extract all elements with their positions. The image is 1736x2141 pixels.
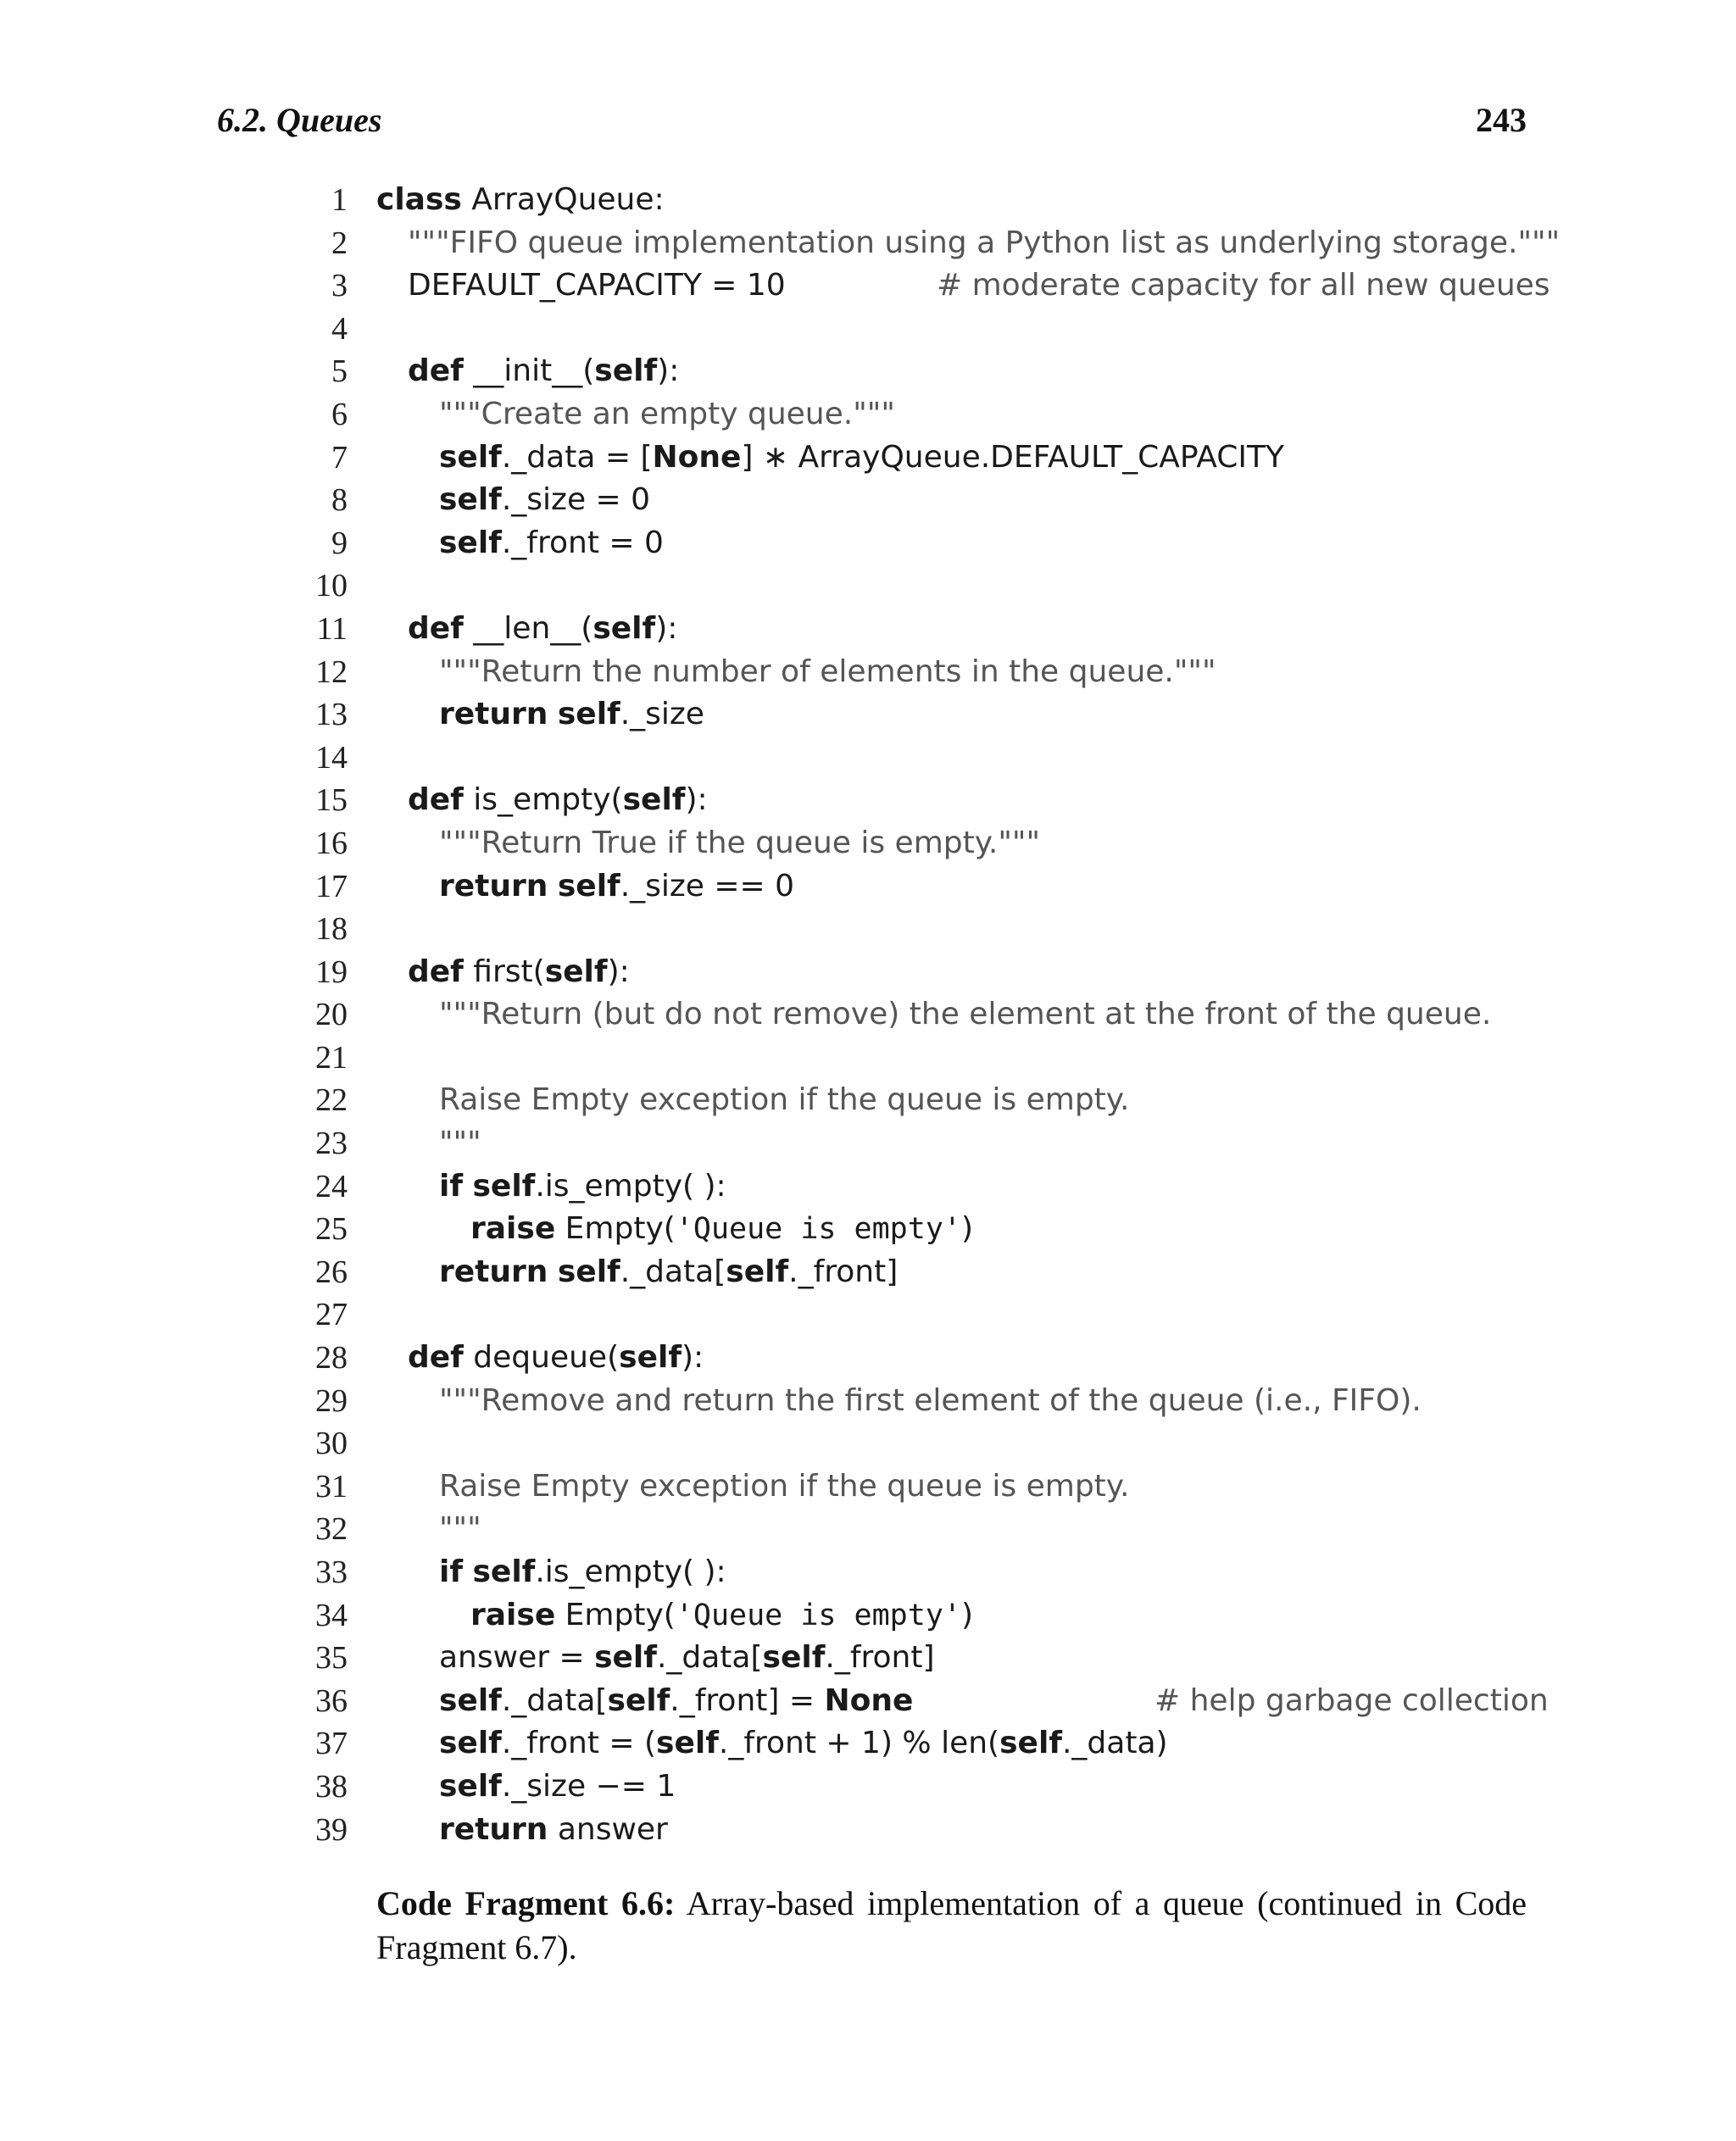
code-line (288, 865, 1534, 909)
code-token: ): (655, 610, 678, 646)
code-line (288, 1293, 1534, 1337)
keyword: None (652, 439, 742, 475)
code-line (288, 437, 1534, 480)
line-number: 23 (315, 1126, 348, 1162)
code-line (288, 1551, 1534, 1594)
code-token: ): (682, 1340, 704, 1376)
keyword: return (439, 1811, 548, 1847)
docstring: """Return the number of elements in the queue.""" (439, 653, 1216, 689)
code-token: __len__( (463, 610, 593, 646)
keyword: def (408, 1340, 464, 1376)
code-token: ._data) (1061, 1726, 1168, 1761)
code-line (288, 737, 1534, 780)
line-number: 6 (331, 396, 348, 432)
line-number: 26 (315, 1254, 348, 1290)
code-text (439, 865, 794, 909)
keyword: return (439, 868, 548, 904)
line-number: 25 (315, 1211, 348, 1248)
keyword: self (557, 868, 620, 904)
line-number: 29 (315, 1382, 348, 1419)
line-number: 30 (315, 1426, 348, 1462)
code-token (548, 697, 557, 731)
string-literal: 'Queue is empty' (675, 1212, 961, 1247)
keyword: self (439, 482, 502, 518)
page-number: 243 (1476, 101, 1527, 139)
code-line (288, 1809, 1534, 1852)
code-line (288, 1680, 1549, 1723)
code-text (439, 1165, 726, 1209)
keyword: self (439, 525, 502, 560)
code-text (439, 1079, 1129, 1122)
code-line (288, 1722, 1534, 1766)
code-text (439, 479, 650, 522)
line-number: 1 (331, 182, 348, 218)
code-line (288, 308, 1534, 351)
code-text (408, 264, 786, 308)
line-number: 21 (315, 1039, 348, 1076)
code-line (288, 608, 1534, 651)
code-line (288, 1637, 1534, 1680)
code-token: answer (548, 1811, 668, 1847)
code-token: ._front = 0 (501, 525, 664, 560)
code-token: __init__( (463, 353, 595, 389)
docstring: """Remove and return the first element of the queue (i.e., FIFO). (439, 1382, 1422, 1418)
line-number: 22 (315, 1082, 348, 1119)
code-text (408, 350, 679, 393)
code-token: ._front] (788, 1254, 899, 1289)
keyword: def (408, 353, 464, 389)
code-line (288, 1508, 1534, 1551)
code-line (288, 908, 1534, 951)
code-text (408, 608, 677, 651)
keyword: self (557, 697, 620, 732)
keyword: def (408, 782, 464, 818)
code-token: ._size = 0 (501, 482, 651, 518)
code-token: DEFAULT_CAPACITY = 10 (408, 268, 786, 303)
code-token: .is_empty( ): (535, 1554, 726, 1589)
code-token: ArrayQueue: (461, 182, 665, 217)
code-text (408, 779, 708, 822)
code-line (288, 1208, 1534, 1251)
docstring: Raise Empty exception if the queue is empty. (439, 1082, 1130, 1118)
keyword: self (999, 1726, 1062, 1761)
keyword: self (622, 782, 686, 818)
line-number: 10 (315, 568, 348, 604)
docstring: """ (439, 1126, 481, 1161)
code-text (470, 1594, 973, 1638)
line-number: 9 (331, 525, 348, 561)
line-number: 38 (315, 1768, 348, 1805)
code-line (288, 222, 1561, 265)
code-line (288, 522, 1534, 565)
line-number: 35 (315, 1640, 348, 1677)
line-number: 17 (315, 868, 348, 904)
code-token: ) (960, 1597, 974, 1632)
code-line (288, 1165, 1534, 1209)
code-token: ): (607, 954, 630, 989)
code-line (288, 651, 1534, 694)
code-token: ._front] = (670, 1682, 825, 1718)
keyword: self (557, 1254, 620, 1289)
keyword: self (762, 1640, 826, 1676)
code-line (288, 1465, 1534, 1509)
keyword: return (439, 697, 548, 732)
docstring: """FIFO queue implementation using a Python list as underlying storage.""" (408, 225, 1561, 260)
caption-text: Array-based implementation of a queue (continued in Code Fragment 6.7). (376, 1884, 1527, 1966)
code-text (439, 651, 1216, 694)
code-text (439, 822, 1040, 865)
code-line (288, 393, 1534, 437)
code-text (439, 1465, 1129, 1509)
code-token: ._data[ (501, 1682, 608, 1718)
code-line (288, 179, 1534, 222)
line-number: 13 (315, 697, 348, 733)
code-token (463, 1554, 472, 1589)
keyword: self (439, 1768, 502, 1804)
code-text (439, 1637, 935, 1680)
code-text (439, 1380, 1422, 1423)
line-number: 34 (315, 1597, 348, 1633)
line-number: 5 (331, 353, 348, 390)
code-token: ._size (620, 697, 704, 732)
keyword: self (472, 1168, 536, 1204)
line-number: 11 (316, 610, 348, 647)
code-text (376, 179, 665, 222)
line-number: 14 (315, 739, 348, 776)
keyword: self (593, 610, 656, 646)
string-literal: 'Queue is empty' (675, 1598, 961, 1632)
line-number: 18 (315, 911, 348, 948)
line-number: 2 (331, 225, 348, 261)
code-token: is_empty( (463, 782, 623, 818)
code-token: ._data = [ (501, 439, 653, 475)
keyword: raise (470, 1597, 556, 1632)
keyword: if (439, 1168, 464, 1204)
code-token: ] ∗ ArrayQueue.DEFAULT_CAPACITY (741, 439, 1285, 475)
code-token: Empty( (555, 1211, 676, 1247)
code-token: answer = (439, 1640, 595, 1676)
code-token: ._front] (825, 1640, 935, 1676)
code-text (439, 993, 1491, 1037)
code-token: ._front = ( (501, 1726, 657, 1761)
line-number: 31 (315, 1468, 348, 1504)
code-comment: # moderate capacity for all new queues (937, 268, 1550, 303)
line-number: 33 (315, 1554, 348, 1590)
line-number: 27 (315, 1297, 348, 1333)
code-line (288, 951, 1534, 994)
code-token: .is_empty( ): (535, 1168, 726, 1204)
line-number: 3 (331, 268, 348, 304)
keyword: self (726, 1254, 789, 1289)
line-number: 20 (315, 997, 348, 1033)
code-text (439, 1122, 481, 1165)
code-token: first( (463, 954, 545, 989)
code-line (288, 264, 1550, 308)
code-token: Empty( (555, 1597, 676, 1632)
line-number: 37 (315, 1726, 348, 1762)
code-token: ._size == 0 (620, 868, 795, 904)
code-text (408, 222, 1560, 265)
code-comment: # help garbage collection (1155, 1682, 1549, 1718)
line-number: 36 (315, 1682, 348, 1719)
line-number: 12 (315, 653, 348, 690)
code-line (288, 1422, 1534, 1465)
keyword: self (439, 1682, 502, 1718)
line-number: 8 (331, 482, 348, 519)
keyword: return (439, 1254, 548, 1289)
keyword: None (824, 1682, 914, 1718)
code-text (439, 437, 1284, 480)
line-number: 15 (315, 782, 348, 819)
line-number: 39 (315, 1811, 348, 1848)
line-number: 7 (331, 439, 348, 475)
docstring: """ (439, 1511, 481, 1547)
keyword: raise (470, 1211, 556, 1247)
code-token (463, 1169, 472, 1204)
code-text (439, 1551, 726, 1594)
code-text (470, 1208, 973, 1251)
code-token: ._data[ (656, 1640, 763, 1676)
keyword: self (607, 1682, 670, 1718)
line-number: 32 (315, 1511, 348, 1548)
code-line (288, 993, 1534, 1037)
keyword: self (594, 353, 658, 389)
keyword: self (619, 1340, 682, 1376)
code-text (439, 393, 895, 437)
keyword: self (594, 1640, 657, 1676)
code-text (408, 1337, 704, 1380)
code-line (288, 1079, 1534, 1122)
code-text (439, 1251, 898, 1294)
keyword: self (656, 1726, 719, 1761)
code-line (288, 350, 1534, 393)
keyword: if (439, 1554, 464, 1589)
code-line (288, 1037, 1534, 1080)
code-line (288, 1337, 1534, 1380)
code-line (288, 779, 1534, 822)
code-text (439, 1508, 481, 1551)
docstring: """Create an empty queue.""" (439, 396, 895, 431)
line-number: 24 (315, 1168, 348, 1204)
keyword: self (439, 1726, 502, 1761)
code-token (548, 1254, 557, 1289)
code-text (408, 951, 630, 994)
code-line (288, 822, 1534, 865)
code-line (288, 564, 1534, 608)
docstring: """Return True if the queue is empty.""" (439, 825, 1041, 860)
keyword: self (544, 954, 608, 989)
code-line (288, 1766, 1534, 1809)
line-number: 19 (315, 954, 348, 990)
code-caption (376, 1882, 1527, 1970)
keyword: self (439, 439, 502, 475)
code-text (439, 1680, 913, 1723)
line-number: 4 (331, 310, 348, 347)
caption-label: Code Fragment 6.6: (376, 1884, 676, 1922)
line-number: 28 (315, 1340, 348, 1376)
code-text (439, 693, 704, 737)
keyword: def (408, 610, 464, 646)
code-token: ): (685, 782, 708, 818)
code-text (439, 522, 664, 565)
code-line (288, 1251, 1534, 1294)
code-token: ._data[ (620, 1254, 726, 1289)
docstring: """Return (but do not remove) the element at the front of the queue. (439, 997, 1492, 1032)
keyword: self (472, 1554, 536, 1589)
code-token: ._size −= 1 (501, 1768, 676, 1804)
code-line (288, 479, 1534, 522)
docstring: Raise Empty exception if the queue is empty. (439, 1468, 1130, 1504)
line-number: 16 (315, 825, 348, 861)
code-token: ._front + 1) % len( (718, 1726, 1000, 1761)
code-line (288, 1122, 1534, 1165)
code-line (288, 693, 1534, 737)
keyword: class (376, 182, 462, 217)
code-line (288, 1380, 1534, 1423)
code-listing (288, 179, 1561, 1851)
code-text (439, 1809, 668, 1852)
section-title: 6.2. Queues (217, 101, 382, 139)
code-text (439, 1722, 1168, 1766)
keyword: def (408, 954, 464, 989)
code-token: ) (960, 1211, 974, 1247)
code-token (548, 869, 557, 904)
page-header (217, 100, 1527, 151)
code-token: dequeue( (463, 1340, 620, 1376)
code-text (439, 1766, 676, 1809)
code-token: ): (657, 353, 680, 389)
code-line (288, 1594, 1534, 1638)
